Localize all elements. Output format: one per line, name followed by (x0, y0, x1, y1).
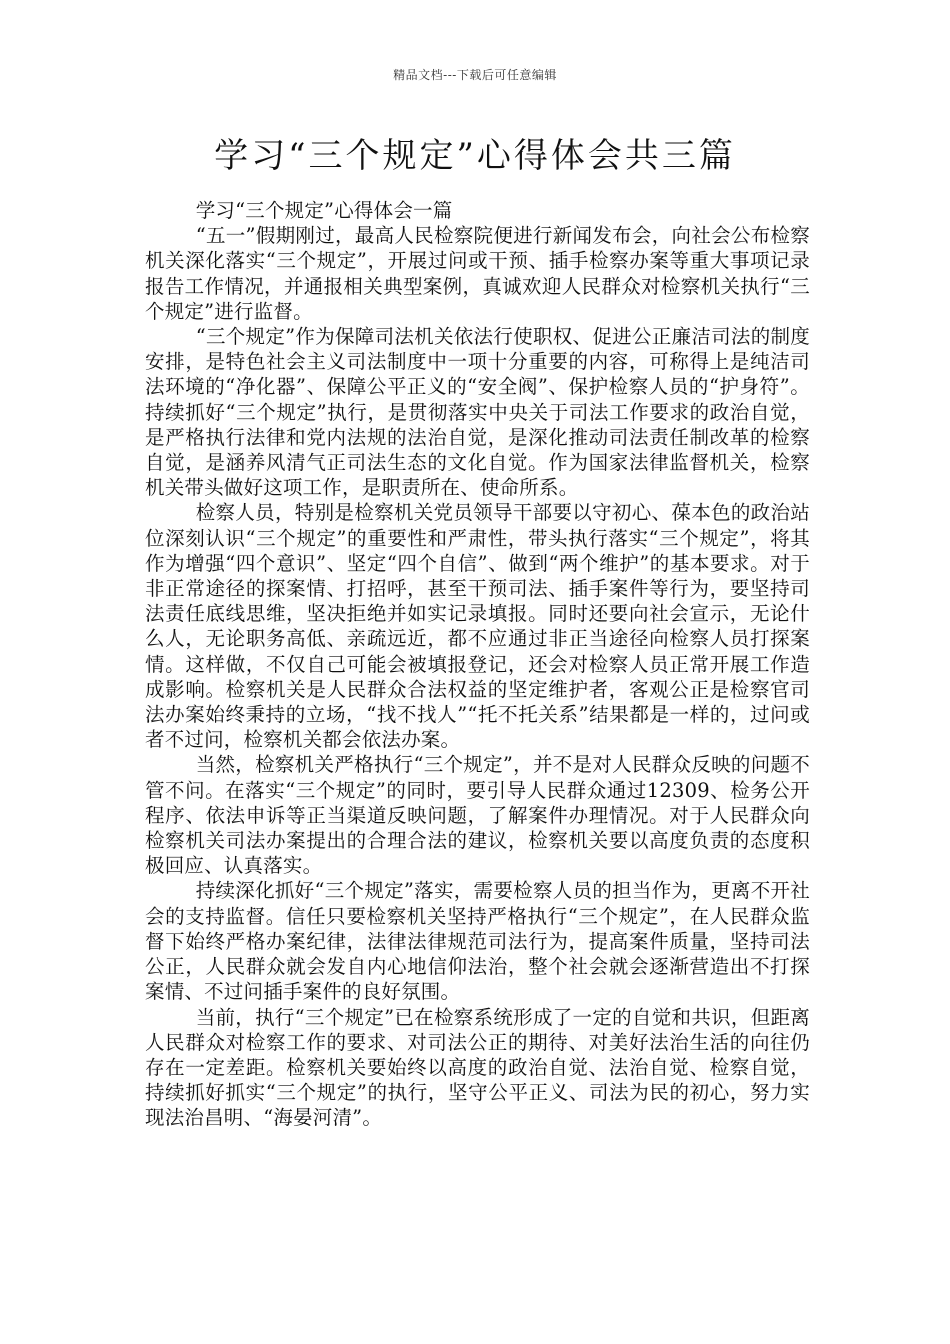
paragraph-6: 当前，执行“三个规定”已在检察系统形成了一定的自觉和共识，但距离人民群众对检察工作的要求、对司法公正的期待、对美好法治生活的向往仍存在一定差距。检察机关要始终以高度的政治自觉、法治自觉、检察自觉，持续抓好抓实“三个规定”的执行，坚守公平正义、司法为民的初心，努力实现法治昌明、“海晏河清”。 (145, 1005, 810, 1130)
paragraph-4: 当然，检察机关严格执行“三个规定”，并不是对人民群众反映的问题不管不问。在落实“三个规定”的同时，要引导人民群众通过12309、检务公开程序、依法申诉等正当渠道反映问题，了解案件办理情况。对于人民群众向检察机关司法办案提出的合理合法的建议，检察机关要以高度负责的态度积极回应、认真落实。 (145, 753, 810, 878)
section-subtitle: 学习“三个规定”心得体会一篇 (195, 199, 453, 222)
paragraph-2: “三个规定”作为保障司法机关依法行使职权、促进公正廉洁司法的制度安排，是特色社会主义司法制度中一项十分重要的内容，可称得上是纯洁司法环境的“净化器”、保障公平正义的“安全阀”、保护检察人员的“护身符”。持续抓好“三个规定”执行，是贯彻落实中央关于司法工作要求的政治自觉，是严格执行法律和党内法规的法治自觉，是深化推动司法责任制改革的检察自觉，是涵养风清气正司法生态的文化自觉。作为国家法律监督机关，检察机关带头做好这项工作，是职责所在、使命所系。 (145, 325, 810, 500)
document-title: 学习“三个规定”心得体会共三篇 (214, 136, 736, 176)
header-note: 精品文档---下载后可任意编辑 (393, 68, 557, 82)
paragraph-3: 检察人员，特别是检察机关党员领导干部要以守初心、葆本色的政治站位深刻认识“三个规定”的重要性和严肃性，带头执行落实“三个规定”，将其作为增强“四个意识”、坚定“四个自信”、做到“两个维护”的基本要求。对于非正常途径的探案情、打招呼，甚至干预司法、插手案件等行为，要坚持司法责任底线思维，坚决拒绝并如实记录填报。同时还要向社会宣示，无论什么人，无论职务高低、亲疏远近，都不应通过非正当途径向检察人员打探案情。这样做，不仅自己可能会被填报登记，还会对检察人员正常开展工作造成影响。检察机关是人民群众合法权益的坚定维护者，客观公正是检察官司法办案始终秉持的立场，“找不找人”“托不托关系”结果都是一样的，过问或者不过问，检察机关都会依法办案。 (145, 501, 810, 752)
paragraph-5: 持续深化抓好“三个规定”落实，需要检察人员的担当作为，更离不开社会的支持监督。信任只要检察机关坚持严格执行“三个规定”，在人民群众监督下始终严格办案纪律，法律法律规范司法行为，提高案件质量，坚持司法公正，人民群众就会发自内心地信仰法治，整个社会就会逐渐营造出不打探案情、不过问插手案件的良好氛围。 (145, 879, 810, 1004)
paragraph-1: “五一”假期刚过，最高人民检察院便进行新闻发布会，向社会公布检察机关深化落实“三个规定”，开展过问或干预、插手检察办案等重大事项记录报告工作情况，并通报相关典型案例，真诚欢迎人民群众对检察机关执行“三个规定”进行监督。 (145, 224, 810, 323)
document-body (145, 198, 810, 1131)
